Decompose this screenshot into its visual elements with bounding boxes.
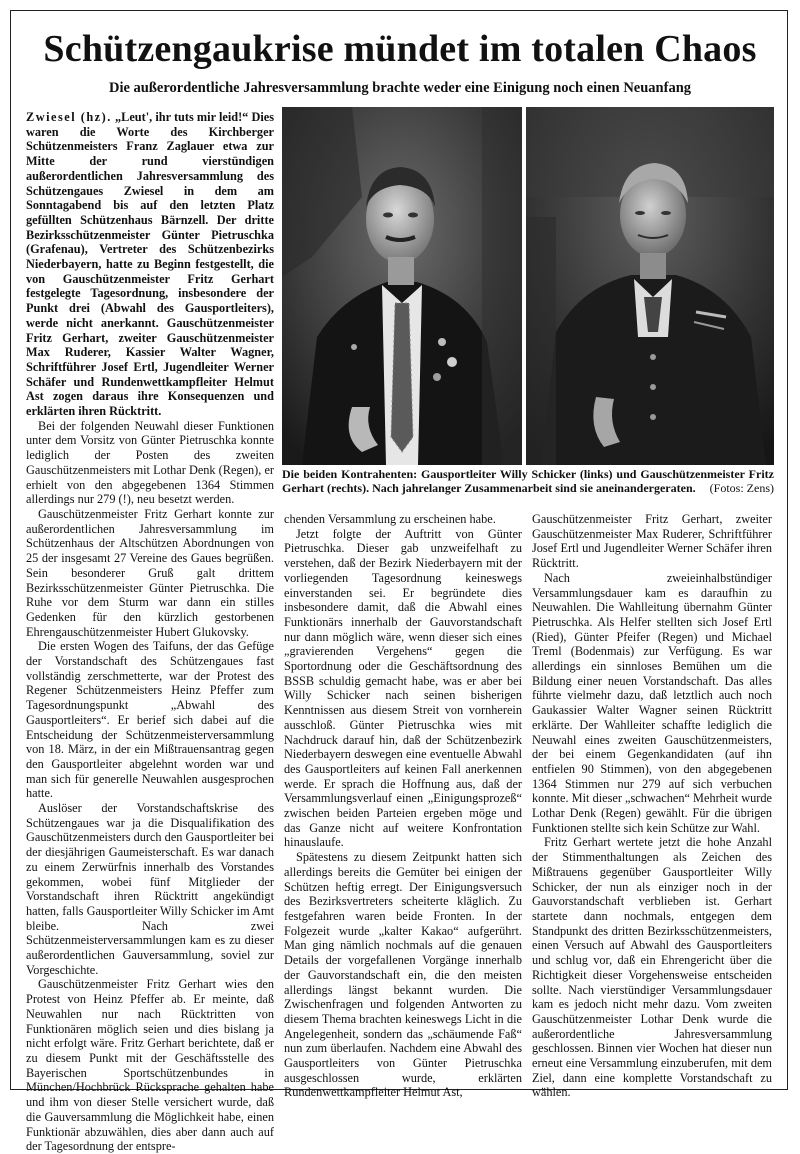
- paragraph: Spätestens zu diesem Zeitpunkt hatten sich allerdings bereits die Gemüter bei einigen der Schützen heftig erregt. Der Einigungsversuch des Bezirksvertreters scheiterte kläglich. Zu festgefahren waren beide Fronten. In der Folgezeit wurde „kalter Kakao“ aufgerührt. Man ging nämlich nochmals auf die genauen Details der vorgefallenen Vorgänge innerhalb der Gauvorstandschaft ein, die den meisten allerdings längst bekannt wurden. Die Zwischenfragen und folgenden Antworten zu diesem Thema brachten keineswegs Licht in die Angelegenheit, sondern das „schäumende Faß“ nun zum überlaufen. Nachdem eine Abwahl des Gausportleiters von Günter Pietruschka ausgeschlossen wurde, erklärten Rundenwettkampfleiter Helmut Ast,: [284, 850, 522, 1100]
- paragraph: Jetzt folgte der Auftritt von Günter Pietruschka. Dieser gab unzweifelhaft zu verstehen, daß der Bezirk Niederbayern mit der vorliegenden Tagesordnung keineswegs einverstanden sei. Er begründete dies insbesondere damit, daß die Abwahl eines Funktionärs innerhalb der Gauvorstandschaft nur dann möglich wäre, wenn dieser sich eines „gravierenden Vergehens“ gegen die Sportordnung oder die Geschäftsordnung des BSSB schuldig gemacht habe, was er aber bei Willy Schicker nach seinen bisherigen Kenntnissen aus diesem Streit von vornherein ausschloß. Günter Pietruschka wies mit Nachdruck darauf hin, daß der Schützenbezirk Niederbayern deswegen eine eventuelle Abwahl des Gausportleiters auf keinen Fall anerkennen werde. Er sprach die Hoffnung aus, daß der Versammlungsverlauf einen „Einigungsprozeß“ zwischen beiden Parteien ergeben möge und das Ganze nicht auf weitere Konfrontation hinauslaufe.: [284, 526, 522, 850]
- photo-fritz-gerhart: [526, 107, 774, 465]
- paragraph: Nach zweieinhalbstündiger Versammlungsdauer kam es daraufhin zu Neuwahlen. Die Wahlleitung übernahm Günter Pietruschka. Als Helfer stellten sich Josef Ertl (Ried), Günter Pfeifer (Regen) und Michael Treml (Bodenmais) zur Verfügung. Es war allerdings ein sinnloses Bemühen um die Bildung einer neuen Vorstandschaft. Das alles führte vielmehr dazu, daß letztlich auch noch Gaukassier Walter Wagner seinen Rücktritt erklärte. Der Wahlleiter schaffte lediglich die Neuwahl eines zweiten Gauschützenmeisters, der bei einem Gegenkandidaten (auf ihn entfielen 90 Stimmen), von den abgegebenen 1364 Stimmen nur 279 auf sich verbuchen konnte. Mit dieser „schwachen“ Mehrheit wurde Lothar Denk (Regen) gewählt. Für die übrigen Funktionen stellte sich kein Schütze zur Wahl.: [532, 570, 772, 835]
- paragraph: Gauschützenmeister Fritz Gerhart wies den Protest von Heinz Pfeffer ab. Er meinte, daß Neuwahlen nur nach Rücktritten von Funktionären möglich seien und dies bislang ja nicht erfolgt wäre. Fritz Gerhart berichtete, daß er zu diesem Punkt mit der Geschäftsstelle des Bayerischen Sportschützenbundes in München/Hochbrück Rücksprache gehalten habe und ihm von dieser Stelle versichert wurde, daß die Gauversammlung die Möglichkeit habe, einen Funktionär abzuwählen, dies aber dann auch auf der Tagesordnung der entspre-: [26, 977, 274, 1154]
- caption-text: Die beiden Kontrahenten: Gausportleiter Willy Schicker (links) und Gauschützenmeister Fritz Gerhart (rechts). Nach jahrelanger Zusammenarbeit sind sie aneinandergeraten.: [282, 467, 774, 495]
- photo-credit: (Fotos: Zens): [709, 480, 774, 495]
- photo-willy-schicker: [282, 107, 522, 465]
- column-1: [26, 110, 274, 1154]
- column-2: [284, 512, 522, 1100]
- headline: Schützengaukrise mündet im totalen Chaos: [43, 28, 757, 70]
- photo-caption: [282, 468, 774, 510]
- subheadline: Die außerordentliche Jahresversammlung brachte weder eine Einigung noch einen Neuanfang: [108, 80, 692, 96]
- paragraph: Auslöser der Vorstandschaftskrise des Schützengaues war ja die Disqualifikation des Gauschützenmeisters durch den Gausportleiter bei der diesjährigen Gaumeisterschaft. Es war danach zu einem Zerwürfnis innerhalb des Vorstandes gekommen, wobei fünf Mitglieder der Vorstandschaft ihren Rücktritt angekündigt hatten, falls Gausportleiter Willy Schicker im Amt bleibe. Nach zwei Schützenmeisterversammlungen kam es zu dieser außerordentlichen Gauversammlung, soviel zur Vorgeschichte.: [26, 801, 274, 977]
- paragraph: Fritz Gerhart wertete jetzt die hohe Anzahl der Stimmenthaltungen als Zeichen des Mißtrauens gegenüber Gausportleiter Willy Schicker, der nun als einziger noch in der Gauvorstandschaft verblieben ist. Gerhart startete dann nochmals, entgegen dem Standpunkt des dritten Bezirksschützenmeisters, einen Versuch auf Abwahl des Gausportleiters und schlug vor, daß ein Ehrengericht über die Richtigkeit dieser Vorgehensweise entscheiden sollte. Nach vierstündiger Versammlungsdauer kam es jedoch nicht mehr dazu. Vom zweiten Gauschützenmeister Lothar Denk wurde die außerordentliche Jahresversammlung geschlossen. Binnen vier Wochen hat dieser nun erneut eine Versammlung einzuberufen, mit dem Ziel, dann eine komplette Vorstandschaft zu wählen.: [532, 835, 772, 1100]
- paragraph: Bei der folgenden Neuwahl dieser Funktionen unter dem Vorsitz von Günter Pietruschka konnte lediglich der Posten des zweiten Gauschützenmeisters mit Lothar Denk (Regen), er erhielt von den abgegebenen 1364 Stimmen allerdings nur 279 (!), neu besetzt werden.: [26, 418, 274, 507]
- lead-text: „Leut', ihr tuts mir leid!“ Dies waren die Worte des Kirchberger Schützenmeisters Franz Zaglauer etwa zur Mitte der rund vierstündigen außerordentlichen Jahresversammlung des Schützengaues Zwiesel in dem am Sonntagabend bis auf den letzten Platz gefüllten Schützenhaus Bärnzell. Der dritte Bezirksschützenmeister Günter Pietruschka (Grafenau), Vertreter des Schützenbezirks Niederbayern, hatte zu Beginn festgestellt, die von Gauschützenmeister Fritz Gerhart festgelegte Tagesordnung, insbesondere der Punkt drei (Abwahl des Gausportleiters), werde nicht anerkannt. Gauschützenmeister Fritz Gerhart, zweiter Gauschützenmeister Max Ruderer, Kassier Walter Wagner, Schriftführer Josef Ertl, Jugendleiter Werner Schäfer und Rundenwettkampfleiter Helmut Ast zogen daraus ihre Konsequenzen und erklärten ihren Rücktritt.: [26, 110, 274, 419]
- lead-paragraph: [26, 110, 274, 419]
- photo-pair: [282, 107, 774, 465]
- paragraph: Gauschützenmeister Fritz Gerhart konnte zur außerordentlichen Jahresversammlung im Schützenhaus der Altschützen Abordnungen von 25 der insgesamt 27 Vereine des Gaues begrüßen. Sein besonderer Gruß galt drittem Bezirksschützenmeister Günter Pietruschka. Die Ruhe vor dem Sturm war dann ein stilles Gedenken für den kürzlich gestorbenen Ehrengauschützenmeister Hubert Glukovsky.: [26, 506, 274, 639]
- paragraph: Die ersten Wogen des Taifuns, der das Gefüge der Vorstandschaft des Schützengaues fast vollständig zerschmetterte, war der Protest des Regener Schützenmeisters Heinz Pfeffer zum Tagesordnungspunkt „Abwahl des Gausportleiters“. Er berief sich dabei auf die Entscheidung der Schützenmeisterversammlung von 18. März, in der ein Mißtrauensantrag gegen den Gausportleiter abgelehnt worden war und man sich für generelle Neuwahlen ausgesprochen hatte.: [26, 639, 274, 801]
- paragraph: chenden Versammlung zu erscheinen habe.: [284, 512, 496, 526]
- column-3: [532, 512, 772, 1100]
- paragraph: Gauschützenmeister Fritz Gerhart, zweiter Gauschützenmeister Max Ruderer, Schriftführer Josef Ertl und Jugendleiter Werner Schäfer ihren Rücktritt.: [532, 512, 772, 571]
- dateline: Zwiesel (hz).: [26, 110, 112, 124]
